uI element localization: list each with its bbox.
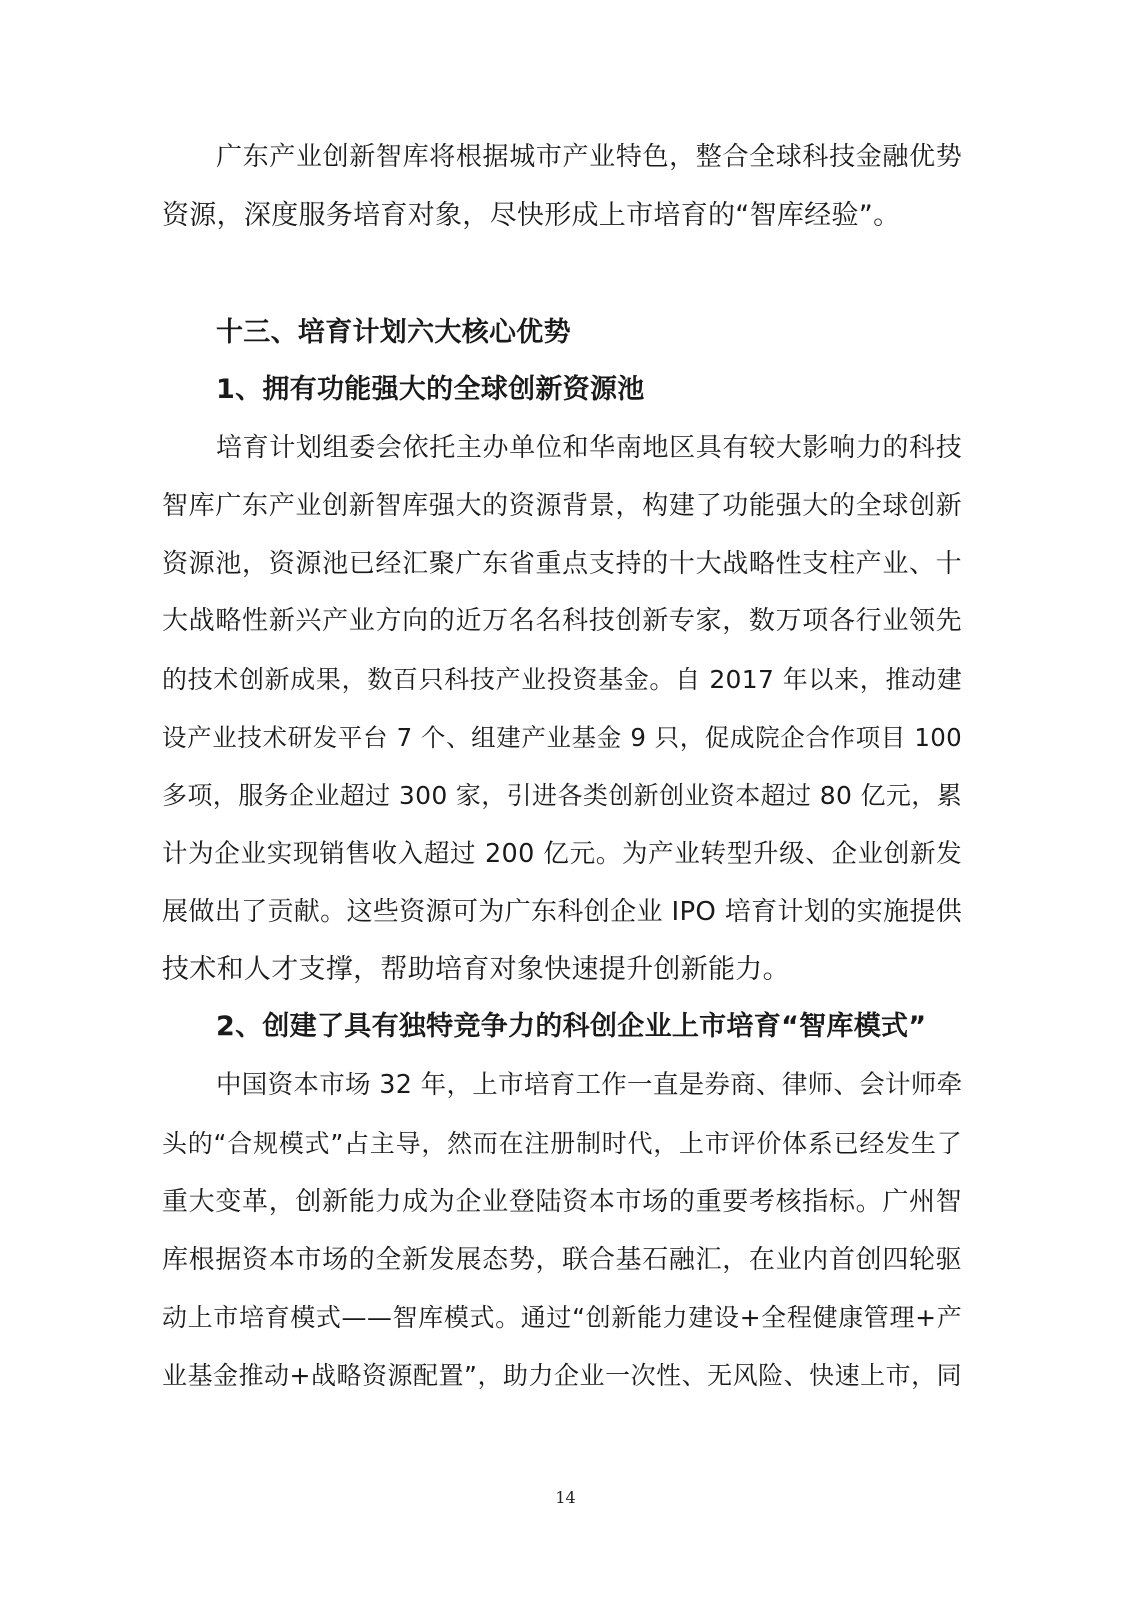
- section-heading: 十三、培育计划六大核心优势: [216, 317, 571, 348]
- subsection-1-line-7: 多项，服务企业超过 300 家，引进各类创新创业资本超过 80 亿元，累: [162, 781, 962, 810]
- subsection-1-line-3: 资源池，资源池已经汇聚广东省重点支持的十大战略性支柱产业、十: [162, 549, 962, 579]
- subsection-2-title: 2、创建了具有独特竞争力的科创企业上市培育“智库模式”: [216, 1011, 927, 1042]
- subsection-1-line-2: 智库广东产业创新智库强大的资源背景，构建了功能强大的全球创新: [162, 491, 962, 521]
- subsection-2-line-5: 动上市培育模式——智库模式。通过“创新能力建设+全程健康管理+产: [162, 1303, 962, 1332]
- subsection-1-line-5: 的技术创新成果，数百只科技产业投资基金。自 2017 年以来，推动建: [162, 665, 962, 694]
- subsection-2-line-1: 中国资本市场 32 年，上市培育工作一直是券商、律师、会计师牵: [216, 1070, 963, 1100]
- subsection-1-line-1: 培育计划组委会依托主办单位和华南地区具有较大影响力的科技: [216, 433, 962, 463]
- subsection-1-title: 1、拥有功能强大的全球创新资源池: [216, 374, 645, 405]
- subsection-1-line-6: 设产业技术研发平台 7 个、组建产业基金 9 只，促成院企合作项目 100: [162, 723, 962, 752]
- subsection-1-line-9: 展做出了贡献。这些资源可为广东科创企业 IPO 培育计划的实施提供: [162, 897, 962, 927]
- subsection-2-line-4: 库根据资本市场的全新发展态势，联合基石融汇，在业内首创四轮驱: [162, 1245, 962, 1275]
- paragraph-1-line-1: 广东产业创新智库将根据城市产业特色，整合全球科技金融优势: [216, 142, 962, 172]
- subsection-2-line-2: 头的“合规模式”占主导，然而在注册制时代，上市评价体系已经发生了: [162, 1129, 962, 1158]
- subsection-2-line-3: 重大变革，创新能力成为企业登陆资本市场的重要考核指标。广州智: [162, 1187, 962, 1217]
- subsection-1-line-10: 技术和人才支撑，帮助培育对象快速提升创新能力。: [162, 954, 790, 985]
- subsection-1-line-4: 大战略性新兴产业方向的近万名名科技创新专家，数万项各行业领先: [162, 606, 962, 636]
- paragraph-1-line-2: 资源，深度服务培育对象，尽快形成上市培育的“智库经验”。: [162, 200, 901, 231]
- subsection-1-line-8: 计为企业实现销售收入超过 200 亿元。为产业转型升级、企业创新发: [162, 839, 962, 869]
- page-number: 14: [555, 1488, 576, 1507]
- subsection-2-line-6: 业基金推动+战略资源配置”，助力企业一次性、无风险、快速上市，同: [162, 1361, 962, 1390]
